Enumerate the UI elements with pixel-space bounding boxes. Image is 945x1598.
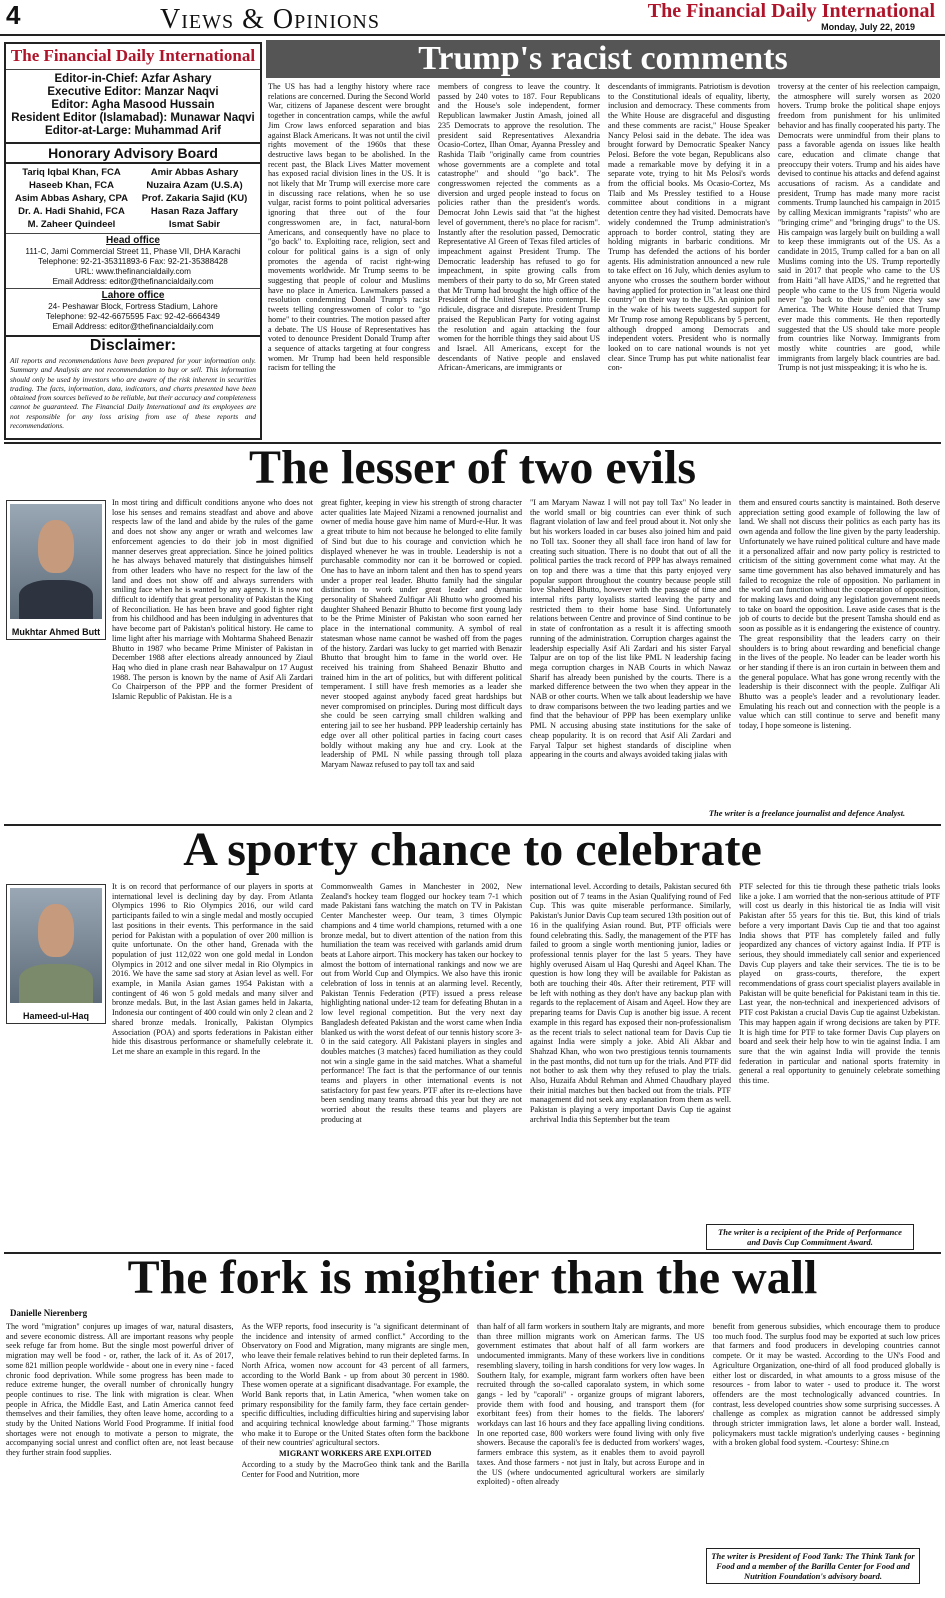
article-column: benefit from generous subsidies, which encourage them to produce too much food. The surplus food may be exported at such low prices that farmers and food producers in developing countries cannot compete. Or it may be wasted. According to the UN's Food and Agriculture Organization, one-third of all food produced globally is either lost or discarded, in what amounts to a gross misuse of the resources - from labor to water - used to produce it. The worst offenders are the most technologically advanced countries. In contrast, less developed countries show some surprising successes. A challenge as complex as migration cannot be addressed simply through stricter immigration laws, let alone a border wall. Instead, policymakers must tackle migration's underlying causes - beginning with a broken global food system. -Courtesy: Shine.cn [712,1322,940,1448]
staff-line: Editor-at-Large: Muhammad Arif [45,125,221,137]
evils-headline: The lesser of two evils [248,441,697,494]
sporty-headline: A sporty chance to celebrate [183,823,762,876]
lahore-office-address [6,301,260,333]
address-line: Email Address: editor@thefinancialdaily.com [52,322,214,331]
section-title: Views & Opinions [160,4,380,35]
article-column: It is on record that performance of our players in sports at international level is declining day by day. From Atlanta Olympics 1996 to Rio Olympics 2016, our wild card participants failed to win a single medal and mostly occupied last positions in their events. This performance in the said period for Pakistan with a population of over 200 million is quite unfortunate. On the other hand, Grenada with the population of just 112,022 won one gold medal in London Olympics in 2012 and one silver medal in Rio Olympics in 2016. We have the same sad story at Asian level as well. For example, in Manila Asian games 1954 Pakistan with a contingent of 46 won 5 gold medals and many silver and bronze medals. But, in the last Asian games held in Jakarta, Indonesia our contingent of 400 could win only 2 clean and 2 shared bronze medals. Ironically, Pakistan Olympics Association (POA) and sports federations in Pakistan either hide this disastrous performance or shamefully celebrate it. Let me share an example in this regard. In the [112,882,313,1056]
page-header [0,0,945,36]
trump-article-body [268,82,940,440]
address-line: URL: www.thefinancialdaily.com [75,267,191,276]
author-note: The writer is President of Food Tank: The Think Tank for Food and a member of the Barilla Center for Food and Nutrition Foundation's advisory board. [706,1548,920,1584]
staff-line: Editor: Agha Masood Hussain [51,99,215,111]
article-column: them and ensured courts sanctity is maintained. Both deserve appreciation setting good example of following the law of land. We shall not discuss their politics as each party has its own agenda and follow the line given by the party leadership. Unfortunately we have ruined political culture and have made it a personalized affair and now party policy is restricted to criticism of the sitting government come what may. At the same time government has also behaved immaturely and has failed to recognize the role of opposition. No parliament in the world can function without the cooperation of opposition, for making laws and doing any legislation government needs to take on board the opposition. Leave aside cases that is the job of courts to decide but the present Tamsha should end as soon as possible as it is endangering the existence of country. The great responsibility that the leaders carry on their shoulders is to bring about rewarding and beneficial change in the lives of the people. No leader can be leader worth his or her standing if there is an iron curtain in between them and the general populace. What has gone wrong recently with the leadership is their disconnect with the people. Zulfiqar Ali Bhutto was a people's leader and a revolutionary leader. Emulating his reach out and connection with the people is a value which can still continue to serve and benefit many today, I hope someone is listening. [739,498,940,731]
article-column: Commonwealth Games in Manchester in 2002, New Zealand's hockey team flogged our hockey team 7-1 which made Pakistani fans watching the match on TV in Pakistan Center Manchester weep. Our team, 3 times Olympic champions and 4 time world champions, returned with a one bronze medal, but to divert attention of the nation from this humiliation the team was received with garlands amid drum beats at Lahore airport. This mockery has taken our hockey to almost the bottom of international rankings and now we are out from World Cup and Olympics. We also have this ironic celebration of loss in tennis at an alarming level. Recently, Pakistan Tennis Federation (PTF) issued a press release highlighting national under-12 team for defeating Bhutan in a low level regional competition. But the very next day Bangladesh defeated Pakistan and the worst came when India blanked us with the worst defeat of our tennis history score 3-0 in the said category. All Pakistani players in singles and doubles matches (3 matches) faced humiliation as they could not win a single game in the said matches. What a shameful performance! The fact is that the performance of our tennis teams and players in other international events is not satisfactory for past few years. PTF after its re-elections have been sending many teams abroad this year but they are not worried about the results these teams and players are producing at [321,882,522,1124]
advisor: Asim Abbas Ashary, CPA [15,193,128,204]
author-note: The writer is a freelance journalist and defence Analyst. [708,808,906,818]
disclaimer-text: All reports and recommendations have been prepared for your information only. Summary and Analysis are not recommendation to buy or sell. This information should only be used by investors who are aware of the risk inherent in securities trading. The facts, information, data, indicators, and charts presented have been obtained from sources believed to be reliable, but their accuracy and completeness cannot be guaranteed. The Financial Daily International and its employees are not responsible for any loss arising from use of these reports and recommendations. [10,356,256,431]
photo-caption: Hameed-ul-Haq [22,1011,89,1021]
brand-name: The Financial Daily International [6,44,260,70]
advisor: Amir Abbas Ashary [150,167,239,178]
head-office-address [6,246,260,288]
staff-line: Resident Editor (Islamabad): Munawar Naqvi [11,112,255,124]
advisor: Nuzaira Azam (U.S.A) [146,180,243,191]
evils-article-body [6,498,940,820]
disclaimer-title: Disclaimer: [6,335,260,355]
article-column: troversy at the center of his reelection campaign, the atmosphere will surely worsen as 2020 hovers. Trump broke the political shape enjoys freedom from punishment for his unlimited behavior and has finally cooperated his party. The Democrats were unmindful from their plans to pass a favorable agenda on issues like health care, education and climate change that preoccupy their voters. Trump and his aides have devised to continue his attacks and defend against accusations of racism. As a candidate and president, Trump has made many more racist comments. Trump launched his campaign in 2015 by calling Mexican immigrants "rapists" who are "bringing crime" and "bringing drugs" to the US. His campaign was largely built on building a wall to keep these immigrants out of the US. As a candidate in 2015, Trump called for a ban on all Muslims coming into the US. Trump reportedly said in 2017 that people who came to the US from Haiti "all have AIDS," and he regretted that people who came to the US from Nigeria would never "go back to their huts" once they saw America. The White House denied that Trump ever made this comments. He then reportedly suggested that the US should take more people from countries like Norway. Immigrants from mostly white countries are good, while immigrants from largely black countries are bad. Trump is not just misspeaking; it is who he is. [778,82,940,373]
fork-headline: The fork is mightier than the wall [127,1251,818,1304]
trump-headline: Trump's racist comments [266,40,940,78]
article-column: than half of all farm workers in southern Italy are migrants, and more than three million migrants work on American farms. The US government estimates that about half of all farm workers are undocumented immigrants. Many of these workers live in conditions resembling slavery, toiling in harsh conditions for very low wages. In Southern Italy, for example, migrant farm workers often have been recruited through the so-called caporalato system, in which some gangs - led by "caporali" - organize groups of migrant laborers, provide them with food and housing, and transport them (for exorbitant fees) from their homes to the fields. The laborers' workdays can last 16 hours and they face appalling living conditions. In one reported case, 800 workers were found living with only five showers. Because the caporali's fee is deducted from workers' wages, farmers embrace this system, as it enables them to avoid payroll taxes. And those farmers - not just in Italy, but across Europe and in the US (where undocumented agricultural workers are similarly exploited) - often already [477,1322,705,1487]
page-number: 4 [6,0,21,30]
sporty-article-body [6,882,940,1202]
photo-caption: Mukhtar Ahmed Butt [11,627,101,637]
article-column: descendants of immigrants. Patriotism is devotion to the Constitutional ideals of equality, liberty, inclusion and democracy. These comments from the White House are disgraceful and disgusting and these comments are racist," House Speaker Nancy Pelosi said in the debate. The idea was brought forward by Democratic Speaker Nancy Pelosi. Before the vote began, Republicans also made a remarkable move by defying it in a separate vote, trying to hit Ms Pelosi's words from the official books. Ms Ocasio-Cortez, Ms Tlaib and Ms Pressley testified to a House committee about conditions in a migrant detention centre they had visited. Democrats have widely condemned the Trump administration's approach to border control, stating they are holding migrants in barbaric conditions. Mr Trump has defended the actions of his border agents. His administration announced a new rule to take effect on 16 July, which denies asylum to anyone who crosses the southern border without having applied for protection in "at least one third country" on their way to the US. An opinion poll in the wake of his tweets suggested support for Mr Trump rose among Republicans by 5 percent, although dropped among Democrats and independent voters. President who is normally looked on to care national wounds is not yet clear. Since Trump has put white nationalist fear con- [608,82,770,373]
staff-line: Editor-in-Chief: Azfar Ashary [54,73,212,85]
article-column: "I am Maryam Nawaz I will not pay toll Tax" No leader in the world small or big countries can ever think of such flagrant violation of law and feel proud about it. Not only she but his workers loaded in car buses also joined him and paid no Toll tax. Sooner they all shall face iron hand of law for creating such situation. There is no doubt that out of all the political parties the track record of PPP has always remained on top and there was a time that this party enjoyed very popular support throughout the country because people still love Shaheed Bhutto, however with the passage of time and internal rifts party loyalists started leaving the party and restricted them to their home base Sind. Unfortunately relations between Centre and province of Sind continue to be in state of confrontation as a result it is affecting smooth running of the administration. Corruption charges against the leadership especially Asif Ali Zardari and his sister Faryal Talpur are on top of the list like PML N leadership facing mega corruption charges in NAB Courts in which Nawaz Sharif has already been punished by the courts. There is a marked difference between the two when they appear in the NAB or other courts. When we talk about leadership we have to draw comparisons between the two leading parties and we find that the behaviour of PPP has been exemplary unlike PML N accusing abusing state institutions for the sake of cheap popularity. It is on record that Asif Ali Zardari and Faryal Talpur set highest standards of discipline when appearing in the courts and always avoided taking jialas with [530,498,731,760]
address-line: 24- Peshawar Block, Fortress Stadium, Lahore [48,302,218,311]
date: Monday, July 22, 2019 [821,22,915,32]
article-column: great fighter, keeping in view his strength of strong character acter qualities late Majeed Nizami a renowned journalist and owner of media house gave him name of Murd-e-Hur. It was a great tribute to him not because he belonged to elite family of Sind but due to his courage and conviction which he displayed whenever he was in trouble. Leadership is not a purchasable commodity nor can it be borrowed or copied. One has to have an inborn talent and then has to spend years under a proper real leader. Bhutto family had the singular distinction to work under great leader and dynamic personality of Shaheed Zulfiqar Ali Bhutto who groomed his daughter Shaheed Benazir Bhutto to become first young lady to be the Prime Minister of Pakistan who soon earned her place in the international community. A symbol of real statesman whose name cannot be washed off from the pages of the history. Zardari was lucky to get married with Benazir Bhutto that brought him to fame in the world over. He received his training from Shaheed Benazir Bhutto and trained him in the art of politics, but with different political temperament. I still have fresh memories as a leader she never stooped against anybody faced great hardships but never compromised on principles. During most difficult days she could be seen carrying small children walking and entering jail to see her husband. PPP leadership certainly has edge over all other political parties in facing court cases boldly without making any hue and cry. Look at the leadership of PML N while passing through toll plaza Maryam Nawaz refused to pay toll tax and said [321,498,522,769]
advisor: Hasan Raza Jaffary [150,206,239,217]
advisor: Dr. A. Hadi Shahid, FCA [18,206,125,217]
article-column: The US has had a lengthy history where race relations are concerned. During the Second World War, citizens of Japanese descent were brought together in concentration camps, while the awful Jim Crow laws enforced separation and bias against Black Americans. It was not until the civil rights movement of the 1960s that these destructive laws began to be abolished. In the recent past, the Black Lives Matter movement has exposed racial division lines in the US. It is not likely that Mr Trump will exercise more care in discussing race relations, when he so use vulgar, racist forms to point political adversaries ignoring that three out of the four congresswomen are, in fact, natural-born Americans, and consequently have no place to "go back" to. Exploiting race, religion, sect and colour for political gains is a sign of only promotes the agenda of racist right-wing movements worldwide. Mr Trump seems to be suggesting that people of colour and Muslims have no place in America. Lawmakers passed a resolution condemning Donald Trump's racist tweets telling congresswomen of color to "go home" to their countries. The motion passed after a debate. The US House of Representatives has voted to denounce President Donald Trump after a sequence of attacks targeting at four congress women. Mr Trump had been held responsible racism for telling the [268,82,430,373]
article-column: international level. According to details, Pakistan secured 6th position out of 7 teams in the Asian Qualifying round of Fed Cup. This was quite miserable performance. Similarly, Pakistan's Junior Davis Cup team secured 13th position out of 16 in the qualifying Asian round. But, PTF officials were found celebrating this. Sadly, the management of the PTF has failed to groom a single worth mentioning junior, ladies or professional tennis player for the last 5 years. They have highly overused Aisam ul Haq Qureshi and Aqeel Khan. The question is how long they will be available for Pakistan as both are touching their 40s. After their retirement, PTF will be left with nothing as they don't have any backup plan with regards to the replacement of Aisam and Aqeel. How they are preparing teams for Davis Cup is another big issue. A recent example in this regard has exposed their non-professionalism as the recent trials to select national team for Davis Cup tie against India were simply a joke. Abid Ali Akbar and Shahzad Khan, who won two prestigious tennis tournaments in the past months, did not turn up for the trials. And PTF did not bother to ask them why they refused to play the trials. Also, Huzaifa Abdul Rehman and Ahmed Chaudhary played their initial matches but then backed out from the trials. PTF management did not seek any explanation from them as well. Pakistan is playing a very important Davis Cup tie against archrival India this September but the team [530,882,731,1124]
byline: Danielle Nierenberg [10,1308,88,1318]
staff-line: Executive Editor: Manzar Naqvi [47,86,219,98]
advisor: M. Zaheer Quindeel [27,219,116,230]
subheading: MIGRANT WORKERS ARE EXPLOITED [279,1449,432,1459]
article-column: PTF selected for this tie through these pathetic trials looks like a joke. I am worried that the non-serious attitude of PTF will cost us dearly in this historical tie as India will visit Pakistan after 55 years for this tie. But, this kind of trials before a very important Davis Cup tie and that too against India shows that PTF has completely failed and fully jeopardized any chances of victory against India. If PTF is serious, they should immediately call senior and experienced Davis Cup players and take their services. The tie is to be played on grass-courts, therefore, the expert recommendations of grass court specialist players available in Pakistan will be quite beneficial for Pakistani team in this tie. Last year, the non-technical and inexperienced advisors of PTF cost Pakistan a crucial Davis Cup tie against Uzbekistan. This may happen again if wrong decisions are taken by PTF. It is high time for PTF to take former Davis Cup players on board and seek their help how to win tie against India. I am sure that the win against India will provide the tennis federation in particular and national sports fraternity in general a real opportunity to genuinely celebrate something this time. [739,882,940,1086]
article-column: In most tiring and difficult conditions anyone who does not lose his senses and remains steadfast and above and above respects law of the land and abide by the rules of the game and does not show any anger or wrath and welcomes law enforcement agencies to do their job in most dignified manner deserves great appreciation. Since he joined politics he has always behaved maturely that distinguishes himself from other leaders who have no respect for the law of the land and does not show off and always surrenders with smiling face when he is wanted by any agency. It is now not difficult to identify that great personality of Pakistan the King of Reconciliation. He has been brave and good fighter right from his childhood and has been indulging in adventures that have become part of Pakistan's political history. He came to lime light after his marriage with Mohtarma Shaheed Benazir Bhutto in 1987 who became Prime Minister of Pakistan in December 1988 after elections already announced by Ziaul Haq who died in plane crash near Bahawalpur on 17 August 1988. The person is known by the name of Asif Ali Zardari Co Chairperson of the PPP and the former President of Islamic Republic of Pakistan. He is a [112,498,313,702]
lahore-office-title: Lahore office [6,288,260,301]
author-note: The writer is a recipient of the Pride of Performance and Davis Cup Commitment Award. [706,1224,914,1250]
address-line: Telephone: 92-21-35311893-6 Fax: 92-21-35388428 [38,257,228,266]
address-line: 111-C, Jami Commercial Street 11, Phase VII, DHA Karachi [25,247,241,256]
masthead: The Financial Daily International [647,0,935,22]
article-paragraph: According to a study by the MacroGeo think tank and the Barilla Center for Food and Nutrition, more [241,1459,469,1479]
article-column: The word "migration" conjures up images of war, natural disasters, and severe economic distress. All are important reasons why people seek refuge far from home. But the single most powerful driver of migration may well be food - or, rather, the lack of it. As of 2017, some 821 million people worldwide - about one in every nine - faced chronic food deprivation. While some progress has been made to reduce extreme hunger, the overall number of chronically hungry people continues to rise. The link with migration is clear. When people in Africa, the Middle East, and Latin America cannot feed themselves and their families, they often leave home, according to a study by the United Nations World Food Programme. If initial food shortages were not enough to motivate a person to migrate, the accompanying social unrest and conflict often are, not least because they further strain food supplies. [6,1322,234,1458]
advisor: Ismat Sabir [168,219,221,230]
advisor: Prof. Zakaria Sajid (KU) [141,193,248,204]
staff-list [6,70,260,138]
editorial-box [4,42,262,440]
article-column: members of congress to leave the country. It passed by 240 votes to 187. Four Republicans and the House's sole independent, former Republican lawmaker Justin Amash, joined all 235 Democrats to approve the resolution. The president said Representatives Alexandria Ocasio-Cortez, Ilhan Omar, Ayanna Pressley and Rashida Tlaib "originally came from countries whose governments are a complete and total catastrophe" and should "go back". The congresswomen rejected the comments as a diversion and urged people instead to focus on policies rather than the president's words. Democrat John Lewis said that "at the highest level of government, there's no place for racism". Instantly after the resolution passed, Democratic Representative Al Green of Texas filed articles of impeachment against President Trump. The Democratic leadership has refused to go for impeachment, in spite growing calls from members of their party to do so, Mr Green stated that Mr Trump had brought the high office of the President of the United States into contempt. He ridicule, disgrace and disrepute. President Trump praised the Republican Party for voting against the resolution and again attacking the four women for the horrible things they said about US and Israel. All Americans, except for the descendants of Native people and enslaved African-Americans, are immigrants or [438,82,600,373]
address-line: Email Address: editor@thefinancialdaily.com [52,277,214,286]
advisor: Tariq Iqbal Khan, FCA [22,167,121,178]
article-column-group [242,1322,470,1594]
advisor: Haseeb Khan, FCA [29,180,114,191]
advisory-title: Honorary Advisory Board [6,142,260,164]
advisory-grid [6,164,260,233]
head-office-title: Head office [6,233,260,246]
article-column: As the WFP reports, food insecurity is "a significant determinant of the incidence and intensity of armed conflict." According to the Observatory on Food and Migration, many migrants are single men, who leave their female relatives behind to run their depleted farms. In North Africa, women now account for 43 percent of all farmers, according to the World Bank - up from about 30 percent in 1980. These women operate at a significant disadvantage. For example, the World Bank reports that, in Latin America, "when women take on primary responsibility for the family farm, they face certain gender-specific difficulties, including difficulties hiring and supervising labor and acquiring technical knowledge about farming." Those migrants who make it to Europe or the United States often form the backbone of their new countries' agricultural sectors. [241,1322,469,1448]
address-line: Telephone: 92-42-6675595 Fax: 92-42-6664349 [46,312,220,321]
